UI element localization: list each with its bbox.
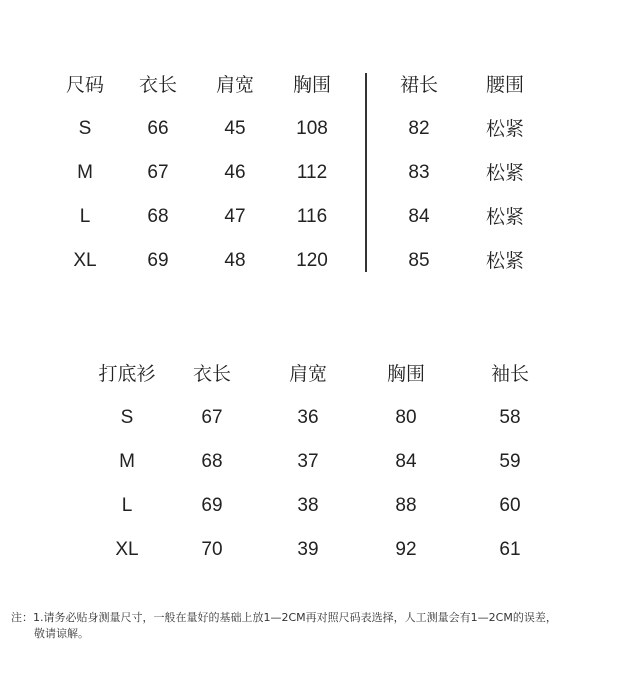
table-cell: 83 (408, 162, 430, 183)
column-header: 肩宽 (215, 74, 255, 96)
table-cell: S (78, 118, 92, 139)
table-cell: 82 (408, 118, 430, 139)
column-divider (365, 73, 367, 272)
table-cell: 48 (224, 250, 246, 271)
table-cell: 70 (201, 539, 223, 560)
table-cell: M (119, 451, 135, 472)
table-cell: 108 (296, 118, 328, 139)
table-cell: 47 (224, 206, 246, 227)
table-cell: 69 (201, 495, 223, 516)
table-cell: 84 (408, 206, 430, 227)
table-cell: 68 (201, 451, 223, 472)
table-cell: 84 (395, 451, 417, 472)
table-cell: 67 (147, 162, 169, 183)
table-cell: 92 (395, 539, 417, 560)
column-header: 衣长 (192, 363, 232, 385)
note-line-1: 注：1.请务必贴身测量尺寸，一般在量好的基础上放1—2CM再对照尺码表选择，人工测量会有1—2CM的误差， (11, 611, 557, 624)
table-cell: S (120, 407, 134, 428)
table-cell: 66 (147, 118, 169, 139)
table-cell: XL (115, 539, 139, 560)
table-cell: 59 (499, 451, 521, 472)
column-header: 打底衫 (98, 363, 156, 385)
column-header: 胸围 (292, 74, 332, 96)
table-cell: 45 (224, 118, 246, 139)
table-cell: 68 (147, 206, 169, 227)
table-cell: 39 (297, 539, 319, 560)
table-cell: 松紧 (485, 118, 525, 140)
column-header: 袖长 (490, 363, 530, 385)
table-cell: L (121, 495, 133, 516)
column-header: 裙长 (399, 74, 439, 96)
table-cell: XL (73, 250, 97, 271)
table-cell: 38 (297, 495, 319, 516)
column-header: 腰围 (485, 74, 525, 96)
table-cell: 61 (499, 539, 521, 560)
table-cell: 松紧 (485, 206, 525, 228)
table-cell: 120 (296, 250, 328, 271)
column-header: 胸围 (386, 363, 426, 385)
table-cell: 37 (297, 451, 319, 472)
table-cell: 116 (296, 206, 328, 227)
note-line-2: 敬请谅解。 (34, 627, 89, 640)
table-cell: 88 (395, 495, 417, 516)
table-cell: 112 (296, 162, 328, 183)
table-cell: 松紧 (485, 250, 525, 272)
table-cell: 69 (147, 250, 169, 271)
table-cell: 85 (408, 250, 430, 271)
table-cell: 46 (224, 162, 246, 183)
table-cell: L (79, 206, 91, 227)
table-cell: 67 (201, 407, 223, 428)
table-cell: 松紧 (485, 162, 525, 184)
table-cell: 36 (297, 407, 319, 428)
table-cell: 58 (499, 407, 521, 428)
column-header: 尺码 (65, 74, 105, 96)
measurement-note (11, 610, 611, 642)
table-cell: M (77, 162, 93, 183)
table-cell: 80 (395, 407, 417, 428)
column-header: 肩宽 (288, 363, 328, 385)
table-cell: 60 (499, 495, 521, 516)
column-header: 衣长 (138, 74, 178, 96)
